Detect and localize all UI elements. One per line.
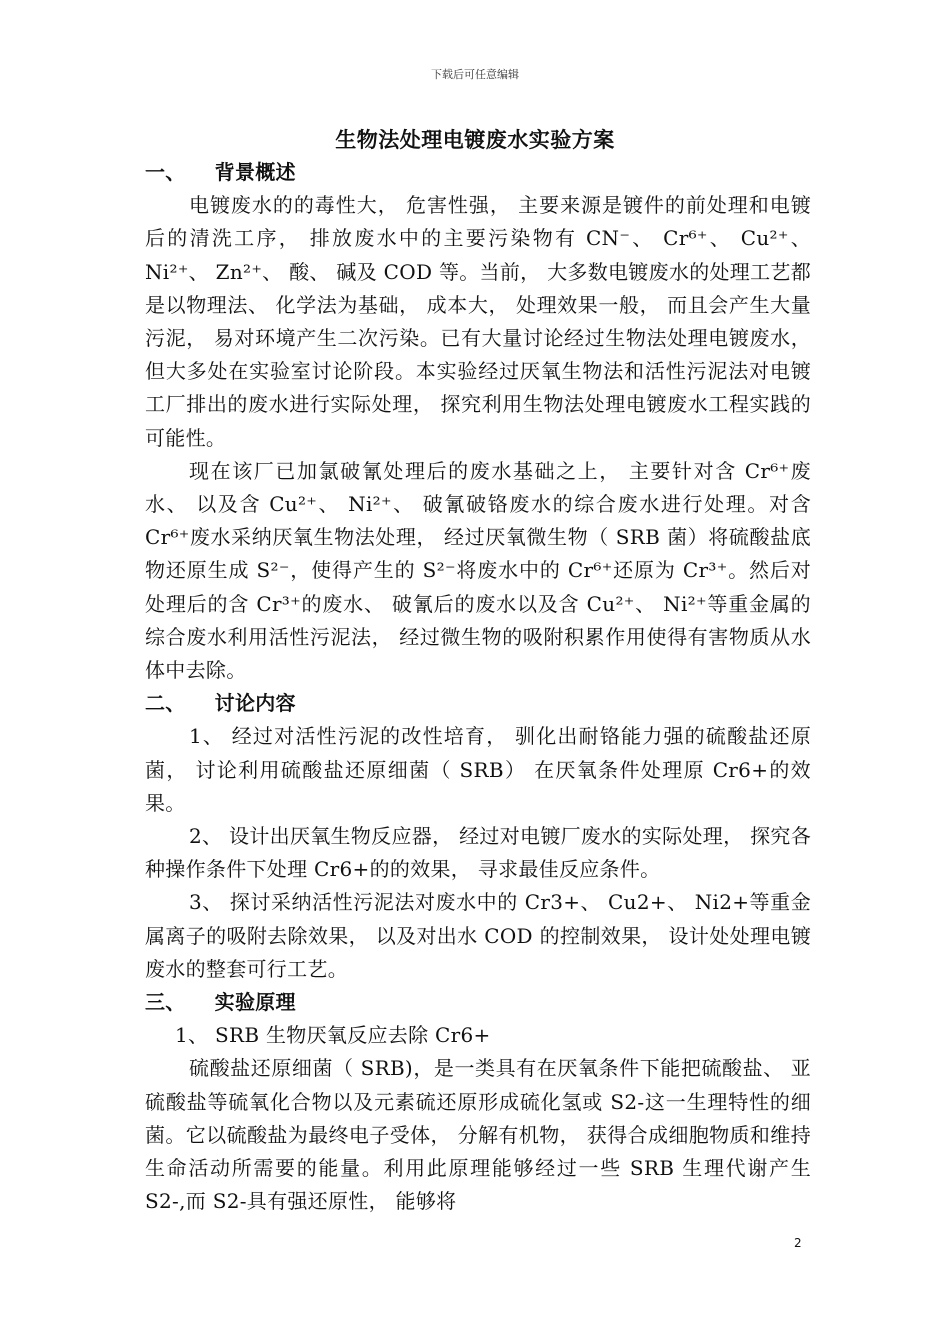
section-heading-content: 二、 讨论内容 [145,691,296,716]
section-heading-principle: 三、 实验原理 [145,990,296,1015]
paragraph: 电镀废水的的毒性大， 危害性强， 主要来源是镀件的前处理和电镀后的清洗工序， 排放废水中的主要污染物有 CN⁻、 Cr⁶⁺、 Cu²⁺、 Ni²⁺、 Zn²⁺、 酸、 碱及 COD 等。当前， 大多数电镀废水的处理工艺都是以物理法、 化学法为基础， 成本大， 处理效果一般， 而且会产生大量污泥， 易对环境产生二次污染。已有大量讨论经过生物法处理电镀废水， 但大多处在实验室讨论阶段。本实验经过厌氧生物法和活性污泥法对电镀工厂排出的废水进行实际处理， 探究利用生物法处理电镀废水工程实践的可能性。 [145,193,812,450]
list-item: 1、 经过对活性污泥的改性培育， 驯化出耐铬能力强的硫酸盐还原菌， 讨论利用硫酸盐还原细菌（ SRB） 在厌氧条件处理原 Cr6+的效果。 [145,724,811,815]
page-header: 下载后可任意编辑 [431,68,519,81]
document-body [145,156,811,1219]
paragraph: 硫酸盐还原细菌（ SRB)，是一类具有在厌氧条件下能把硫酸盐、 亚硫酸盐等硫氧化合物以及元素硫还原形成硫化氢或 S2-这一生理特性的细菌。它以硫酸盐为最终电子受体， 分解有机物， 获得合成细胞物质和维持生命活动所需要的能量。利用此原理能够经过一些 SRB 生理代谢产生 S2-,而 S2-具有强还原性， 能够将 [145,1056,811,1214]
document-title: 生物法处理电镀废水实验方案 [335,128,615,152]
list-item: 2、 设计出厌氧生物反应器， 经过对电镀厂废水的实际处理， 探究各种操作条件下处理 Cr6+的的效果， 寻求最佳反应条件。 [145,824,811,882]
list-item: 3、 探讨采纳活性污泥法对废水中的 Cr3+、 Cu2+、 Ni2+等重金属离子的吸附去除效果， 以及对出水 COD 的控制效果， 设计处处理电镀废水的整套可行工艺。 [145,890,811,981]
page-number: 2 [794,1236,802,1250]
sub-heading: 1、 SRB 生物厌氧反应去除 Cr6+ [175,1023,491,1048]
section-heading-background: 一、 背景概述 [145,160,296,184]
paragraph: 现在该厂已加氯破氰处理后的废水基础之上， 主要针对含 Cr⁶⁺废水、 以及含 Cu²⁺、 Ni²⁺、 破氰破铬废水的综合废水进行处理。对含 Cr⁶⁺废水采纳厌氧生物法处理， 经过厌氧微生物（ SRB 菌）将硫酸盐底物还原生成 S²⁻，使得产生的 S²⁻将废水中的 Cr⁶⁺还原为 Cr³⁺。然后对处理后的含 Cr³⁺的废水、 破氰后的废水以及含 Cu²⁺、 Ni²⁺等重金属的综合废水利用活性污泥法， 经过微生物的吸附积累作用使得有害物质从水体中去除。 [145,458,811,683]
